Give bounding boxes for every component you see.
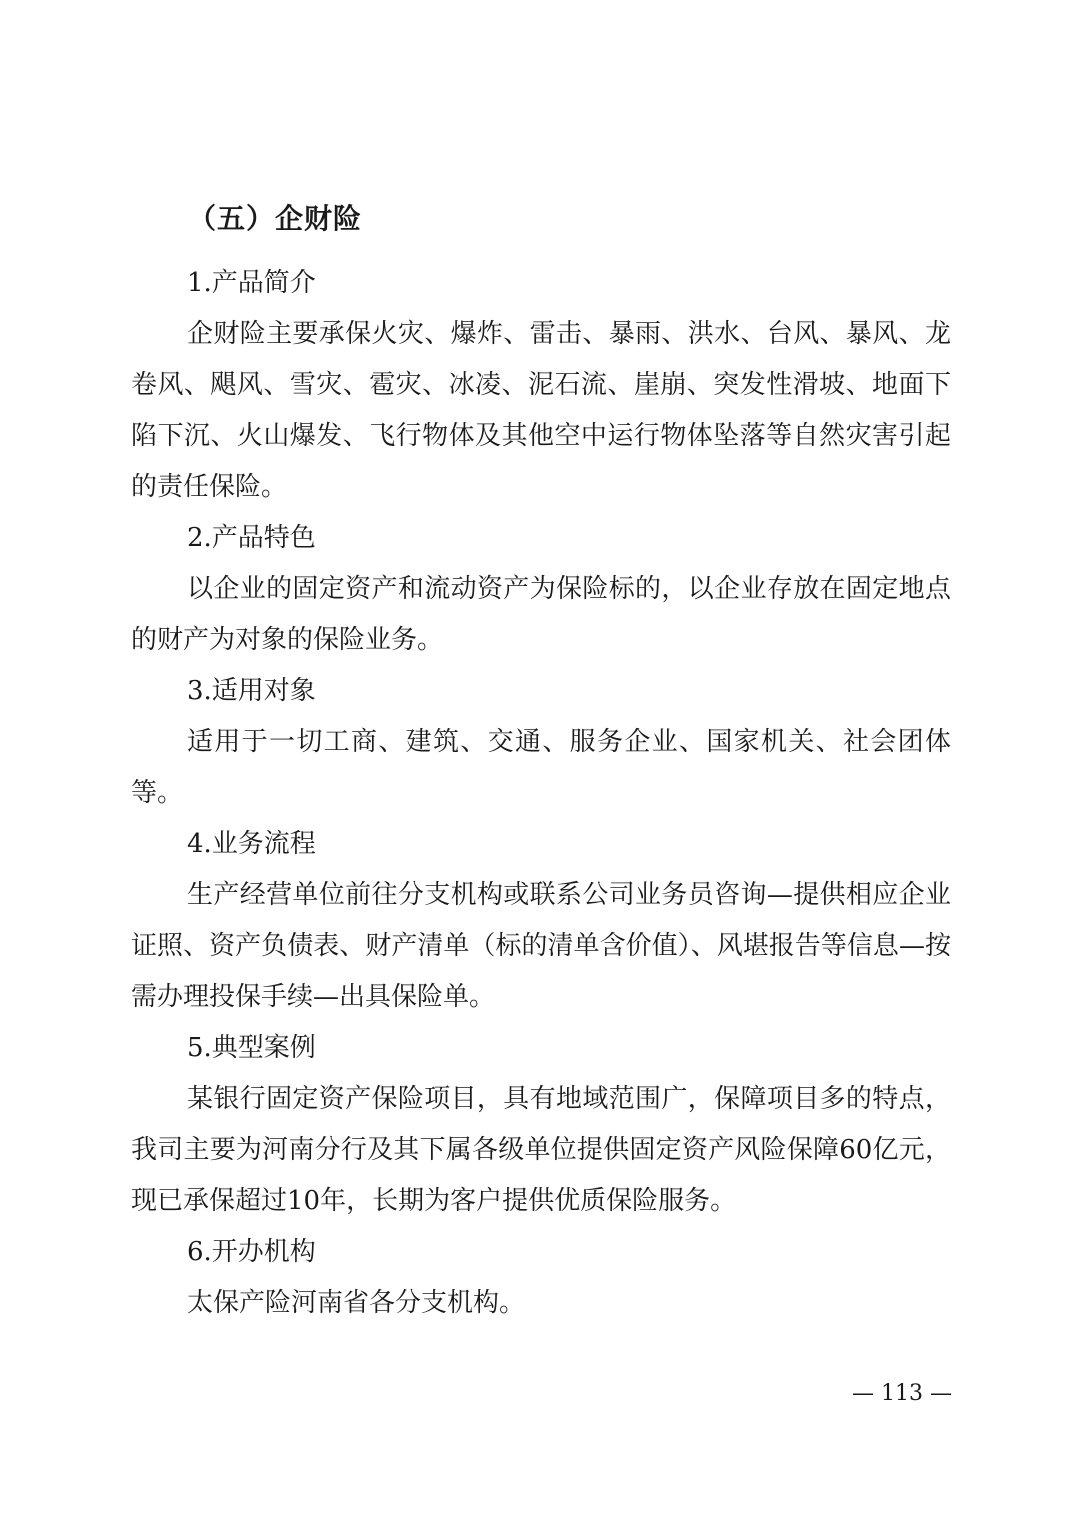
section-title: （五）企财险 — [188, 202, 363, 235]
document-body — [131, 258, 951, 1329]
paragraph-typical-case: 某银行固定资产保险项目，具有地域范围广，保障项目多的特点，我司主要为河南分行及其下属各级单位提供固定资产风险保障60亿元，现已承保超过10年，长期为客户提供优质保险服务。 — [131, 1084, 951, 1216]
heading-offering-institutions: 6.开办机构 — [187, 1237, 316, 1267]
heading-product-intro: 1.产品简介 — [187, 268, 316, 298]
heading-typical-case: 5.典型案例 — [187, 1033, 316, 1063]
page-number: — 113 — — [852, 1381, 952, 1406]
heading-business-process: 4.业务流程 — [187, 829, 316, 859]
heading-applicable-targets: 3.适用对象 — [187, 676, 316, 706]
heading-product-features: 2.产品特色 — [187, 523, 316, 553]
paragraph-business-process: 生产经营单位前往分支机构或联系公司业务员咨询—提供相应企业证照、资产负债表、财产清单（标的清单含价值）、风堪报告等信息—按需办理投保手续—出具保险单。 — [131, 880, 951, 1012]
paragraph-product-intro: 企财险主要承保火灾、爆炸、雷击、暴雨、洪水、台风、暴风、龙卷风、飓风、雪灾、雹灾、冰凌、泥石流、崖崩、突发性滑坡、地面下陷下沉、火山爆发、飞行物体及其他空中运行物体坠落等自然灾害引起的责任保险。 — [131, 319, 951, 502]
paragraph-product-features: 以企业的固定资产和流动资产为保险标的，以企业存放在固定地点的财产为对象的保险业务。 — [131, 574, 951, 655]
paragraph-offering-institutions: 太保产险河南省各分支机构。 — [187, 1288, 526, 1318]
paragraph-applicable-targets: 适用于一切工商、建筑、交通、服务企业、国家机关、社会团体等。 — [131, 727, 951, 808]
